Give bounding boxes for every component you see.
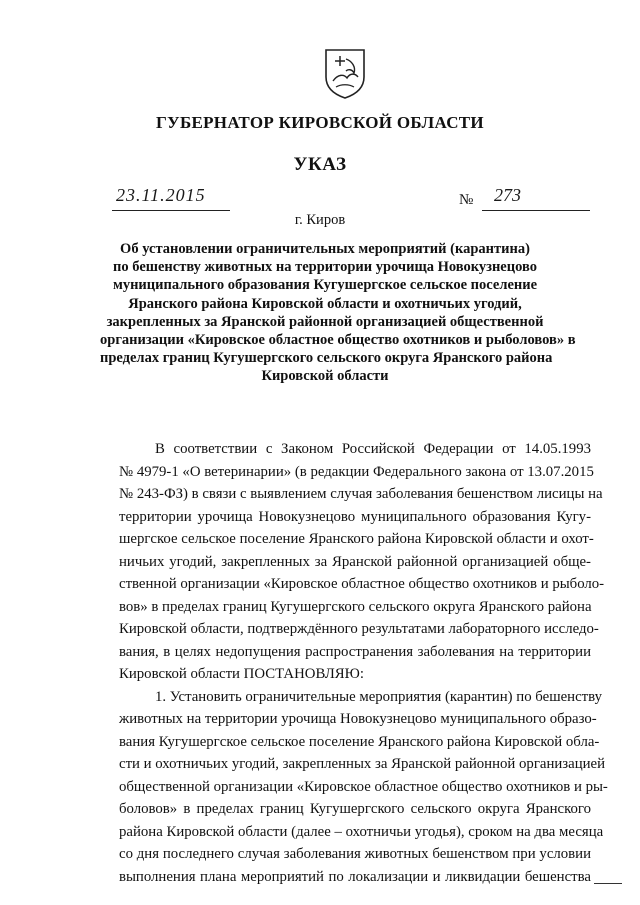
decree-body	[119, 438, 608, 888]
body-line: ственной организации «Кировское областное общество охотников и рыболо-	[119, 576, 605, 592]
issuing-authority: ГУБЕРНАТОР КИРОВСКОЙ ОБЛАСТИ	[156, 113, 484, 132]
handwritten-number: 273	[494, 185, 521, 205]
body-line: Кировской области ПОСТАНОВЛЯЮ:	[119, 666, 364, 682]
body-line: № 4979-1 «О ветеринарии» (в редакции Федерального закона от 13.07.2015	[119, 463, 594, 480]
body-line: сти и охотничьих угодий, закрепленных за Яранской районной организацией	[119, 756, 606, 772]
title-line: Яранского района Кировской области и охотничьих угодий,	[128, 295, 522, 312]
body-line: вов» в пределах границ Кугушергского сельского округа Яранского района	[119, 598, 592, 615]
number-field	[482, 185, 590, 211]
body-line: шергское сельское поселение Яранского района Кировской области и охот-	[119, 531, 594, 547]
decree-title	[100, 240, 576, 386]
title-line: муниципального образования Кугушергское сельское поселение	[112, 277, 538, 294]
body-line: В соответствии с Законом Российской Федерации от 14.05.1993	[155, 441, 591, 457]
body-line: боловов» в пределах границ Кугушергского сельского округа Яранского	[119, 801, 591, 817]
coat-of-arms-emblem	[322, 47, 368, 99]
title-line: пределах границ Кугушергского сельского округа Яранского района	[100, 350, 553, 367]
title-line: Кировской области	[261, 368, 389, 385]
handwritten-date: 23.11.2015	[116, 185, 206, 205]
title-line: по бешенству животных на территории урочища Новокузнецово	[113, 259, 537, 276]
document-type: УКАЗ	[293, 154, 347, 175]
title-line: организации «Кировское областное общество охотников и рыболовов» в	[100, 332, 576, 349]
body-line: ничьих угодий, закрепленных за Яранской районной организацией обще-	[119, 553, 591, 570]
date-field	[112, 185, 230, 211]
body-line: общественной организации «Кировское областное общество охотников и ры-	[119, 778, 608, 795]
body-line: 1. Установить ограничительные мероприятия (карантин) по бешенству	[155, 688, 602, 705]
signature-mark-line	[594, 883, 622, 884]
body-line: животных на территории урочища Новокузнецово муниципального образо-	[119, 711, 597, 727]
body-line: района Кировской области (далее – охотничьи угодья), сроком на два месяца	[119, 823, 604, 840]
number-sign: №	[459, 192, 474, 208]
body-line: № 243-ФЗ) в связи с выявлением случая заболевания бешенством лисицы на	[119, 486, 603, 502]
body-line: со дня последнего случая заболевания животных бешенством при условии	[119, 846, 591, 862]
body-line: выполнения плана мероприятий по локализации и ликвидации бешенства	[119, 868, 591, 885]
title-line: закрепленных за Яранской районной организацией общественной	[106, 313, 544, 330]
body-line: Кировской области, подтверждённого результатами лабораторного исследо-	[119, 621, 599, 637]
title-line: Об установлении ограничительных мероприятий (карантина)	[120, 241, 530, 257]
city-of-issue: г. Киров	[294, 212, 346, 228]
body-line: территории урочища Новокузнецово муниципального образования Кугу-	[119, 508, 591, 525]
body-line: вания, в целях недопущения распространения заболевания на территории	[119, 643, 591, 660]
body-line: вания Кугушергское сельское поселение Яранского района Кировской обла-	[119, 733, 600, 750]
